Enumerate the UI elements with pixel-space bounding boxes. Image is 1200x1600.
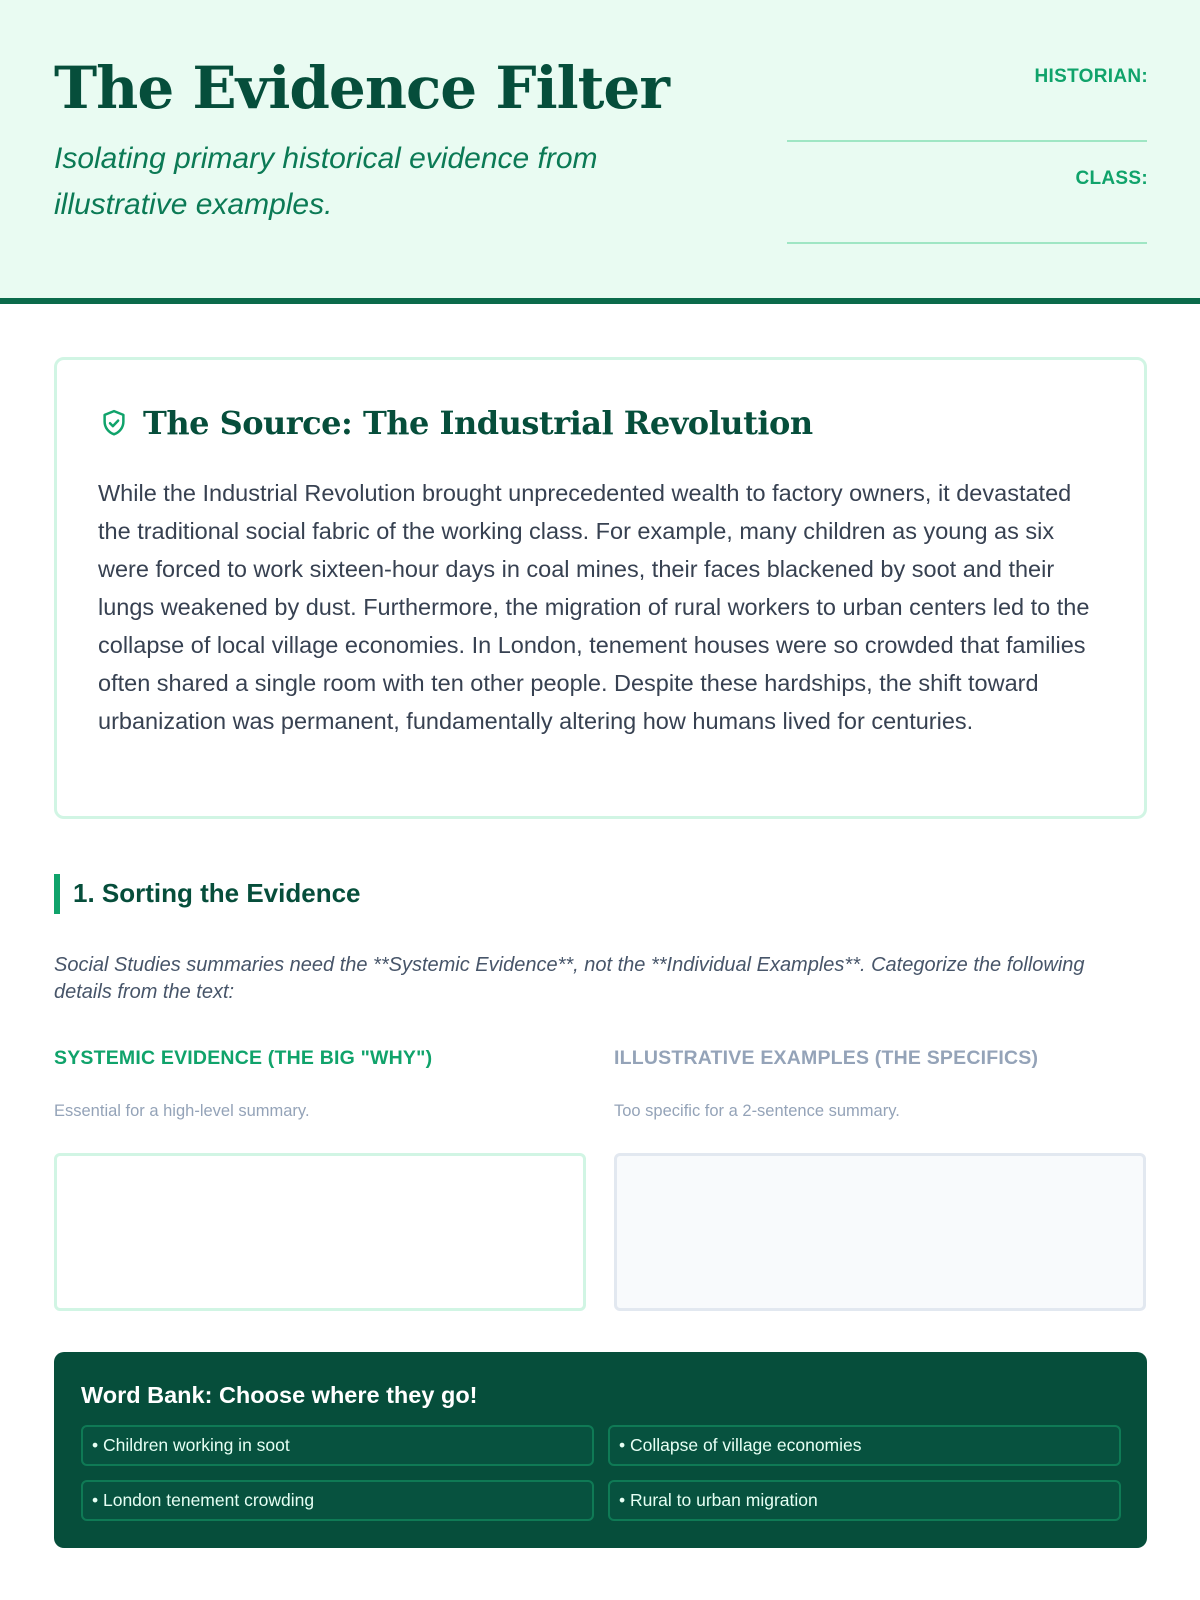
source-text: While the Industrial Revolution brought unprecedented wealth to factory owners, it devastated the traditional social fabric of the working class. For example, many children as young as six were forced to work sixteen-hour days in coal mines, their faces blackened by soot and their lungs weakened by dust. Furthermore, the migration of rural workers to urban centers led to the collapse of local village economies. In London, tenement houses were so crowded that families often shared a single room with ten other people. Despite these hardships, the shift toward urbanization was permanent, fundamentally altering how humans lived for centuries. — [98, 480, 1090, 734]
source-title: The Source: The Industrial Revolution — [143, 404, 813, 442]
illustrative-answer-box[interactable] — [614, 1153, 1146, 1311]
source-heading — [99, 404, 813, 442]
illustrative-column-heading: ILLUSTRATIVE EXAMPLES (THE SPECIFICS) — [614, 1047, 1039, 1069]
class-label: CLASS: — [1075, 168, 1148, 189]
page-title: The Evidence Filter — [54, 54, 669, 122]
section-accent-bar — [54, 874, 60, 914]
worksheet-header — [0, 0, 1200, 304]
illustrative-column-subtext: Too specific for a 2-sentence summary. — [614, 1102, 900, 1120]
page-subtitle: Isolating primary historical evidence from illustrative examples. — [54, 142, 598, 221]
word-bank-item[interactable]: • Children working in soot — [81, 1425, 594, 1466]
word-bank-item[interactable]: • Collapse of village economies — [608, 1425, 1121, 1466]
word-bank-title: Word Bank: Choose where they go! — [81, 1382, 478, 1408]
class-field[interactable] — [787, 242, 1147, 244]
systemic-column-subtext: Essential for a high-level summary. — [54, 1102, 310, 1120]
shield-check-icon — [99, 408, 129, 438]
systemic-column-heading: SYSTEMIC EVIDENCE (THE BIG "WHY") — [54, 1047, 433, 1069]
source-card — [54, 357, 1147, 819]
historian-field[interactable] — [787, 140, 1147, 142]
historian-label: HISTORIAN: — [1034, 66, 1148, 87]
word-bank-item[interactable]: • Rural to urban migration — [608, 1480, 1121, 1521]
section-title: 1. Sorting the Evidence — [73, 878, 361, 908]
systemic-answer-box[interactable] — [54, 1153, 586, 1311]
word-bank-item[interactable]: • London tenement crowding — [81, 1480, 594, 1521]
word-bank — [54, 1352, 1147, 1548]
section-instructions: Social Studies summaries need the **Systemic Evidence**, not the **Individual Examples**. Categorize the following details from the text: — [54, 954, 1085, 1003]
